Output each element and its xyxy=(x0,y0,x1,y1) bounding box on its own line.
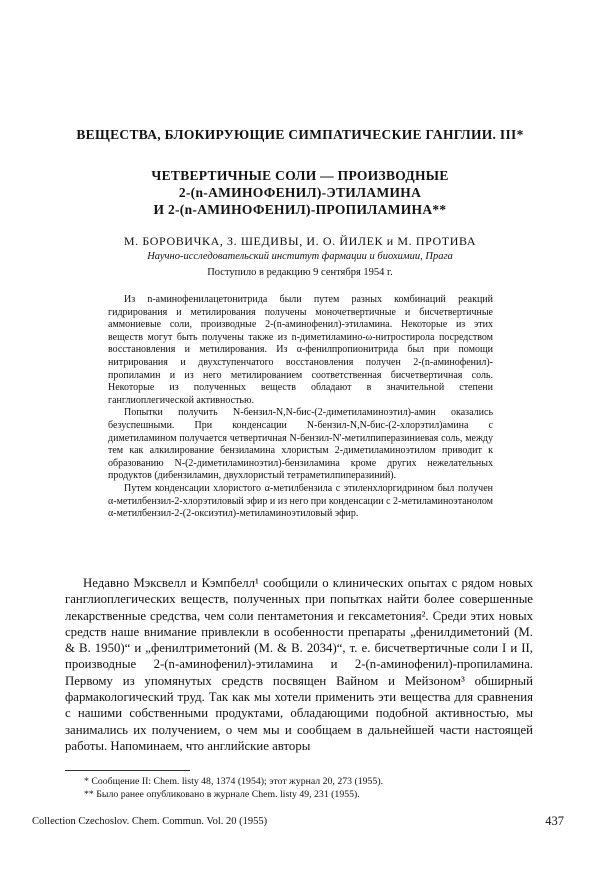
paper-title-series: ВЕЩЕСТВА, БЛОКИРУЮЩИЕ СИМПАТИЧЕСКИЕ ГАНГЛИИ. III* xyxy=(76,127,524,142)
abstract xyxy=(108,294,493,521)
abstract-paragraph: Путем конденсации хлористого α-метилбензила с этиленхлоргидрином был получен α-метилбензил-2-хлорэтиловый эфир и из него при конденсации с 2-метиламиноэтанолом α-метилбензил-2-(2-оксиэтил)-метиламиноэтиловый эфир. xyxy=(108,482,493,520)
body-text xyxy=(65,575,533,754)
footnotes xyxy=(84,775,524,801)
authors: М. БОРОВИЧКА, З. ШЕДИВЫ, И. О. ЙИЛЕК и М. ПРОТИВА xyxy=(123,234,477,248)
abstract-paragraph: Из n-аминофенилацетонитрида были путем разных комбинаций реакций гидрирования и метилирования получены моночетвертичные и бисчетвертичные аммониевые соли, производные 2-(n-аминофенил)-этиламина. Некоторые из этих веществ могут быть получены также из n-диметиламино-ω-нитростирола посредством восстановления и метилирования. Из α-фенилпропионитрида был при помощи нитрирования и двухступенчатого восстановления получен 2-(n-аминофенил)-пропиламин и из него метилированием соответственная бисчетвертичная соль. Некоторые из полученных веществ обладают в значительной степени ганглиоплегической активностью. xyxy=(108,294,493,406)
footnote-divider xyxy=(65,770,190,771)
title-line: 2-(n-АМИНОФЕНИЛ)-ЭТИЛАМИНА xyxy=(178,185,422,200)
title-line: ЧЕТВЕРТИЧНЫЕ СОЛИ — ПРОИЗВОДНЫЕ xyxy=(151,168,449,183)
title-line: И 2-(n-АМИНОФЕНИЛ)-ПРОПИЛАМИНА** xyxy=(153,202,447,217)
received-date: Поступило в редакцию 9 сентября 1954 г. xyxy=(207,267,393,278)
abstract-paragraph: Попытки получить N-бензил-N,N-бис-(2-диметиламиноэтил)-амин оказались безуспешными. При конденсации N-бензил-N,N-бис-(2-хлорэтил)амина с диметиламином получается четвертичная N-бензил-N'-метилпиперазиниевая соль, между тем как алкилирование бензиламина хлористым 2-диметиламиноэтилом приводит к образованию N-(2-диметиламиноэтил)-бензиламина кроме других нежелательных продуктов (дибензиламин, двухлористый тетраметилпиперазиний). xyxy=(108,407,493,482)
body-paragraph: Недавно Мэксвелл и Кэмпбелл¹ сообщили о клинических опытах с рядом новых ганглиоплегических веществ, полученных при попытках найти более совершенные лекарственные средства, чем соли пентаметония и гексаметония². Среди этих новых средств наше внимание привлекли в особенности препараты „фенилдиметоний (M. & B. 1950)“ и „фенилтриметоний (M. & B. 2034)“, т. е. бисчетвертичные соли I и II, производные 2-(n-аминофенил)-этиламина и 2-(n-аминофенил)-пропиламина. Первому из упомянутых средств посвящен Вайном и Мейзоном³ обширный фармакологический труд. Так как мы хотели применить эти вещества для сравнения с нашими собственными продуктами, обладающими подобной активностью, мы занимались их получением, о чем мы и сообщаем в дальнейшей части настоящей работы. Напоминаем, что английские авторы xyxy=(65,576,533,753)
footnote: * Сообщение II: Chem. listy 48, 1374 (1954); этот журнал 20, 273 (1955). xyxy=(84,776,384,787)
journal-citation: Collection Czechoslov. Chem. Commun. Vol. 20 (1955) xyxy=(32,816,268,827)
footnote: ** Было ранее опубликовано в журнале Chem. listy 49, 231 (1955). xyxy=(84,789,360,800)
page-number: 437 xyxy=(545,814,564,828)
paper-title-main xyxy=(60,167,540,218)
institute: Научно-исследовательский институт фармации и биохимии, Прага xyxy=(147,251,453,262)
